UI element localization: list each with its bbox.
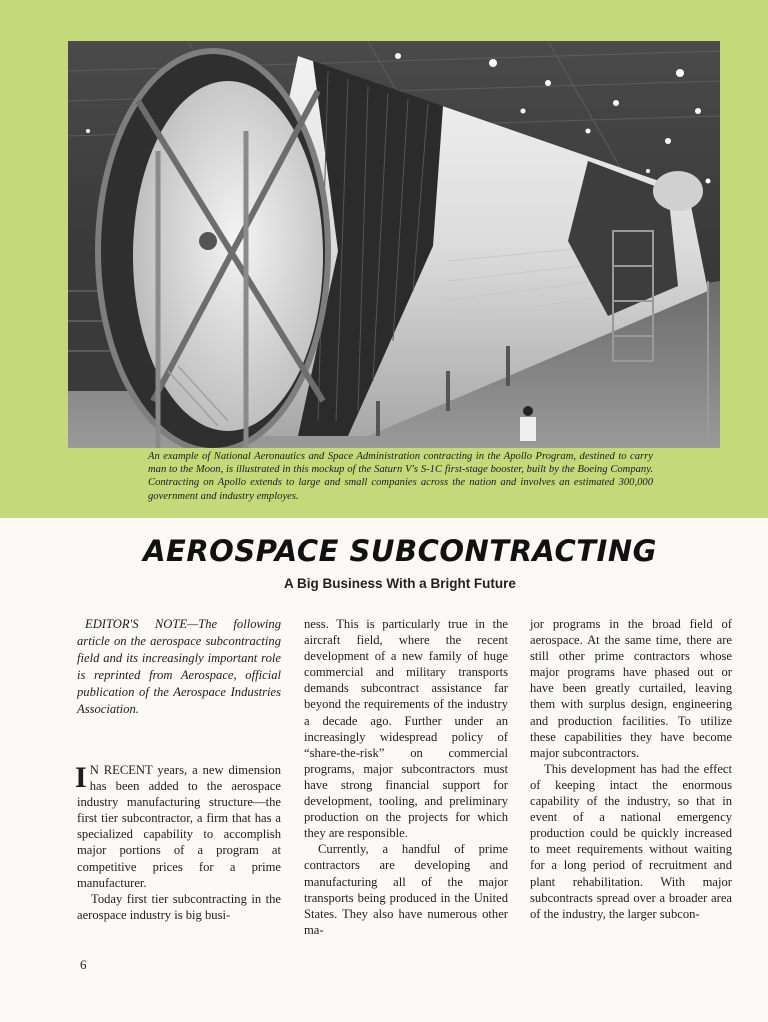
paragraph: ness. This is particularly true in the aircraft field, where the recent development of a new family of huge commercial and military transports demands subcontract assistance far beyond the requirements of the industry a decade ago. Further under an increasingly widespread policy of “share-the-risk” on commercial programs, major subcontractors must have strong financial support for development, tooling, and preliminary production on the projects for which they are responsible.	[304, 617, 508, 841]
paragraph-text: N RECENT years, a new dimension has been added to the aerospace industry manufacturing structure—the first tier subcontractor, a firm that has a specialized capability to accomplish major portions of a program at competitive prices for a prime manufacturer.	[77, 763, 281, 890]
paragraph: This development has had the effect of keeping intact the enormous capability of the industry, so that in event of a national emergency production could be quickly increased to meet requirements without waiting for a long period of recruitment and plant rehabilitation. With major subcontracts spread over a broader area of the industry, the larger subcon-	[530, 761, 732, 921]
photo-caption: An example of National Aeronautics and Space Administration contracting in the Apollo Program, destined to carry man to the Moon, is illustrated in this mockup of the Saturn V's S-1C first-stage booster, built by the Boeing Company. Contracting on Apollo extends to large and small companies across the nation and involves an estimated 300,000 government and industry employes.	[148, 451, 653, 502]
text-column-2	[304, 616, 508, 938]
paragraph	[77, 762, 281, 891]
paragraph: Currently, a handful of prime contractors are developing and manufacturing all of the major transports being produced in the United States. They also have numerous other ma-	[304, 842, 508, 937]
drop-cap: I	[75, 761, 87, 794]
paragraph: jor programs in the broad field of aerospace. At the same time, there are still other prime contractors whose major programs have phased out or have been greatly curtailed, leaving them with surplus design, engineering and production facilities. To utilize these capabilities they have become major subcontractors.	[530, 617, 732, 760]
editors-note: EDITOR'S NOTE—The following article on the aerospace subcontracting field and its increasingly important role is reprinted from Aerospace, official publication of the Aerospace Industries Association.	[77, 617, 281, 716]
rocket-booster-illustration	[68, 41, 720, 448]
saturn-booster-photo	[68, 41, 720, 448]
article-subtitle: A Big Business With a Bright Future	[284, 576, 516, 591]
paragraph: Today first tier subcontracting in the aerospace industry is big busi-	[77, 891, 281, 922]
page-number: 6	[80, 957, 87, 972]
text-column-3	[530, 616, 732, 922]
article-title: AEROSPACE SUBCONTRACTING	[143, 534, 657, 568]
text-column-1	[77, 616, 281, 923]
